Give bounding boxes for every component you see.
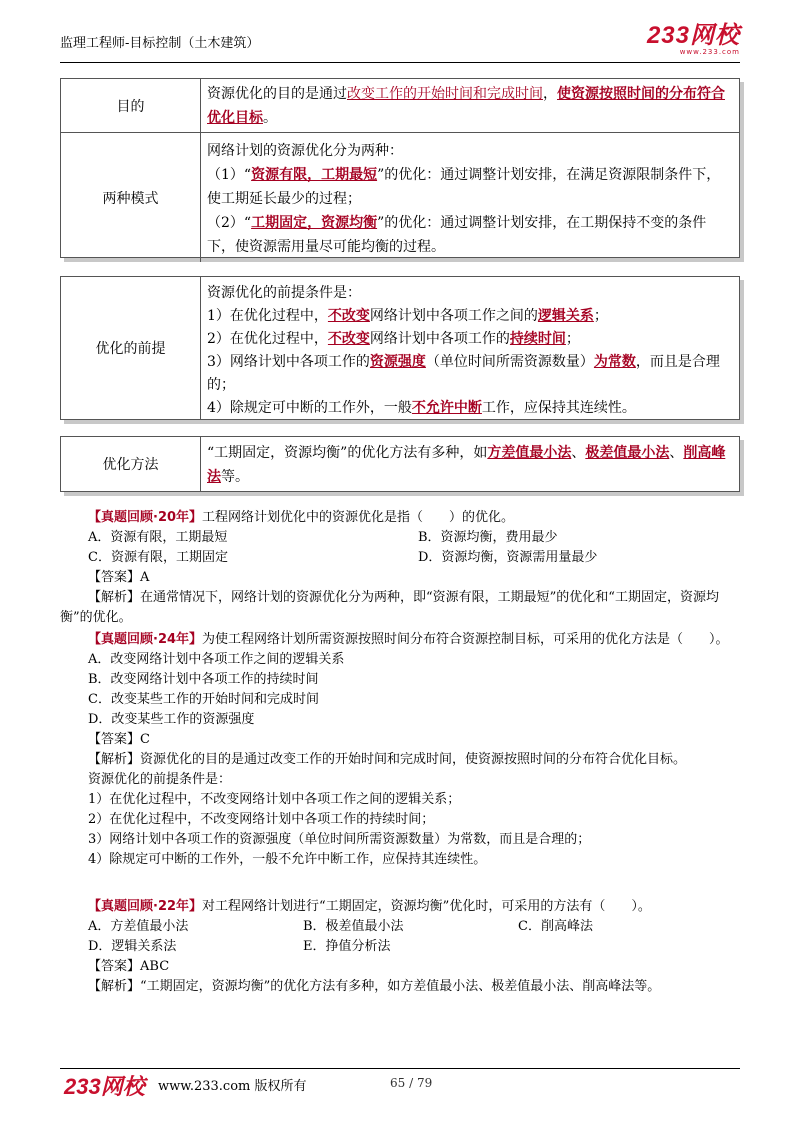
logo-url: www.233.com <box>679 48 740 56</box>
analysis-paragraph <box>60 977 740 997</box>
row-label-modes: 两种模式 <box>61 133 201 262</box>
text-run: ， <box>543 86 557 102</box>
option-d: D．逻辑关系法 <box>88 939 177 954</box>
text-run: 工程网络计划优化中的资源优化是指（ ）的优化。 <box>202 510 515 525</box>
text-run: 3）网络计划中各项工作的 <box>207 354 370 370</box>
row-label-prerequisites: 优化的前提 <box>61 277 201 419</box>
option-b: B．极差值最小法 <box>303 919 404 934</box>
row-content-prerequisites <box>201 277 739 419</box>
table-prerequisites <box>60 276 740 420</box>
text-run: （1）“ <box>207 167 252 183</box>
answer-label: 【答案】 <box>88 732 141 747</box>
answer-line <box>88 568 740 588</box>
text-run: 在通常情况下，网络计划的资源优化分为两种，即“资源有限，工期最短”的优化和“工期固定，资源均衡”的优化。 <box>60 590 719 625</box>
text-run: 工作，应保持其连续性。 <box>481 400 636 416</box>
row-label-methods: 优化方法 <box>61 437 201 491</box>
option-row <box>88 917 740 937</box>
text-run: “工期固定，资源均衡”的优化方法有多种，如 <box>207 445 488 461</box>
text-line <box>207 163 733 211</box>
text-run: 2）在优化过程中， <box>207 331 328 347</box>
question-tag: 【真题回顾·24年】 <box>88 632 203 647</box>
text-line <box>207 397 733 420</box>
answer-line <box>88 957 740 977</box>
analysis-line: 1）在优化过程中，不改变网络计划中各项工作之间的逻辑关系； <box>88 792 461 807</box>
text-run: （单位时间所需资源数量） <box>425 354 594 370</box>
option-c: C．改变某些工作的开始时间和完成时间 <box>88 692 319 707</box>
analysis-line: 资源优化的前提条件是： <box>88 772 232 787</box>
brand-logo <box>647 24 740 57</box>
question-stem <box>60 897 740 917</box>
footer-divider <box>60 1068 740 1069</box>
text-run: “工期固定，资源均衡”的优化方法有多种，如方差值最小法、极差值最小法、削高峰法等。 <box>140 979 661 994</box>
text-line: 资源优化的前提条件是： <box>207 285 361 301</box>
text-run: 对工程网络计划进行“工期固定，资源均衡”优化时，可采用的方法有（ ）。 <box>202 899 651 914</box>
text-run: 为使工程网络计划所需资源按照时间分布符合资源控制目标，可采用的优化方法是（ ）。 <box>202 632 729 647</box>
question-block-1 <box>60 508 740 628</box>
text-run: ”的优化：通过调整计划安排，在工期保持不变的条件下，使资源需用量尽可能均衡的过程。 <box>207 215 707 255</box>
option-d: D．资源均衡，资源需用量最少 <box>418 550 598 565</box>
text-run: 网络计划中各项工作的 <box>369 331 510 347</box>
text-run: 、 <box>571 445 586 461</box>
option-row <box>88 528 740 548</box>
text-run: ”的优化：通过调整计划安排，在满足资源限制条件下，使工期延长最少的过程； <box>207 167 721 207</box>
question-stem <box>88 508 740 528</box>
header-divider <box>60 62 740 63</box>
option-d: D．改变某些工作的资源强度 <box>88 712 255 727</box>
key-term: 持续时间 <box>509 331 566 347</box>
key-term: 削高峰法 <box>207 445 726 485</box>
answer-label: 【答案】 <box>88 959 141 974</box>
key-term: 改变工作的开始时间和完成时间 <box>347 86 543 102</box>
text-line <box>207 328 733 351</box>
option-row <box>88 548 740 568</box>
text-run: 资源优化的目的是通过改变工作的开始时间和完成时间，使资源按照时间的分布符合优化目标。 <box>140 752 687 767</box>
table-purpose-modes <box>60 78 740 258</box>
analysis-paragraph <box>60 588 740 628</box>
option-a: A．资源有限，工期最短 <box>88 530 228 545</box>
text-run: ； <box>565 331 580 347</box>
key-term: 资源有限，工期最短 <box>251 167 378 183</box>
row-content-modes <box>201 133 739 262</box>
answer-value: C <box>140 732 150 747</box>
text-run: 。 <box>263 110 277 126</box>
answer-value: A <box>140 570 150 585</box>
text-run: ； <box>593 308 608 324</box>
text-line <box>207 305 733 328</box>
question-tag: 【真题回顾·20年】 <box>88 510 203 525</box>
text-run: 资源优化的目的是通过 <box>207 86 347 102</box>
key-term: 方差值最小法 <box>487 445 572 461</box>
text-run: 1）在优化过程中， <box>207 308 328 324</box>
question-stem <box>60 630 740 650</box>
key-term: 不改变 <box>327 308 370 324</box>
key-term: 不改变 <box>327 331 370 347</box>
key-term: 逻辑关系 <box>537 308 594 324</box>
text-line <box>207 351 733 397</box>
analysis-line: 3）网络计划中各项工作的资源强度（单位时间所需资源数量）为常数，而且是合理的； <box>88 832 591 847</box>
option-b: B．改变网络计划中各项工作的持续时间 <box>88 672 319 687</box>
question-block-2 <box>88 630 740 870</box>
analysis-line: 4）除规定可中断的工作外，一般不允许中断工作，应保持其连续性。 <box>88 852 487 867</box>
page-number: 65 / 79 <box>390 1076 433 1090</box>
key-term: 为常数 <box>593 354 636 370</box>
analysis-line: 2）在优化过程中，不改变网络计划中各项工作的持续时间； <box>88 812 435 827</box>
footer-logo: 233网校 <box>64 1074 145 1099</box>
text-run: 4）除规定可中断的工作外，一般 <box>207 400 412 416</box>
option-c: C．资源有限，工期固定 <box>88 550 228 565</box>
row-label-purpose: 目的 <box>61 79 201 132</box>
answer-label: 【答案】 <box>88 570 141 585</box>
text-run: 网络计划中各项工作之间的 <box>369 308 538 324</box>
analysis-label: 【解析】 <box>88 752 141 767</box>
logo-text: 233网校 <box>646 22 740 49</box>
answer-value: ABC <box>140 959 170 974</box>
text-run: （2）“ <box>207 215 252 231</box>
text-run: 、 <box>669 445 684 461</box>
answer-line <box>88 730 740 750</box>
key-term: 使资源按照时间的分布符合优化目标 <box>207 86 725 126</box>
page-footer <box>60 1070 740 1099</box>
page-header <box>60 24 740 58</box>
footer-copyright: www.233.com 版权所有 <box>158 1079 307 1094</box>
row-content-purpose <box>201 79 739 132</box>
option-c: C．削高峰法 <box>518 919 593 934</box>
text-run: 等。 <box>221 469 249 485</box>
question-block-3 <box>88 897 740 997</box>
text-line <box>207 211 733 259</box>
question-tag: 【真题回顾·22年】 <box>88 899 203 914</box>
text-line: 网络计划的资源优化分为两种： <box>207 143 403 159</box>
option-e: E．挣值分析法 <box>303 939 391 954</box>
option-a: A．改变网络计划中各项工作之间的逻辑关系 <box>88 652 345 667</box>
text-run: ，而且是合理的； <box>207 354 720 393</box>
key-term: 资源强度 <box>369 354 426 370</box>
table-methods <box>60 436 740 492</box>
table-row <box>61 133 739 262</box>
option-row <box>88 937 740 957</box>
row-content-methods <box>201 437 739 491</box>
key-term: 工期固定，资源均衡 <box>251 215 378 231</box>
key-term: 极差值最小法 <box>585 445 670 461</box>
document-title: 监理工程师-目标控制（土木建筑） <box>60 36 260 51</box>
analysis-label: 【解析】 <box>88 590 141 605</box>
analysis-label: 【解析】 <box>88 979 141 994</box>
option-a: A．方差值最小法 <box>88 919 189 934</box>
key-term: 不允许中断 <box>411 400 482 416</box>
table-row <box>61 79 739 133</box>
option-b: B．资源均衡，费用最少 <box>418 530 558 545</box>
analysis-paragraph <box>60 750 740 770</box>
